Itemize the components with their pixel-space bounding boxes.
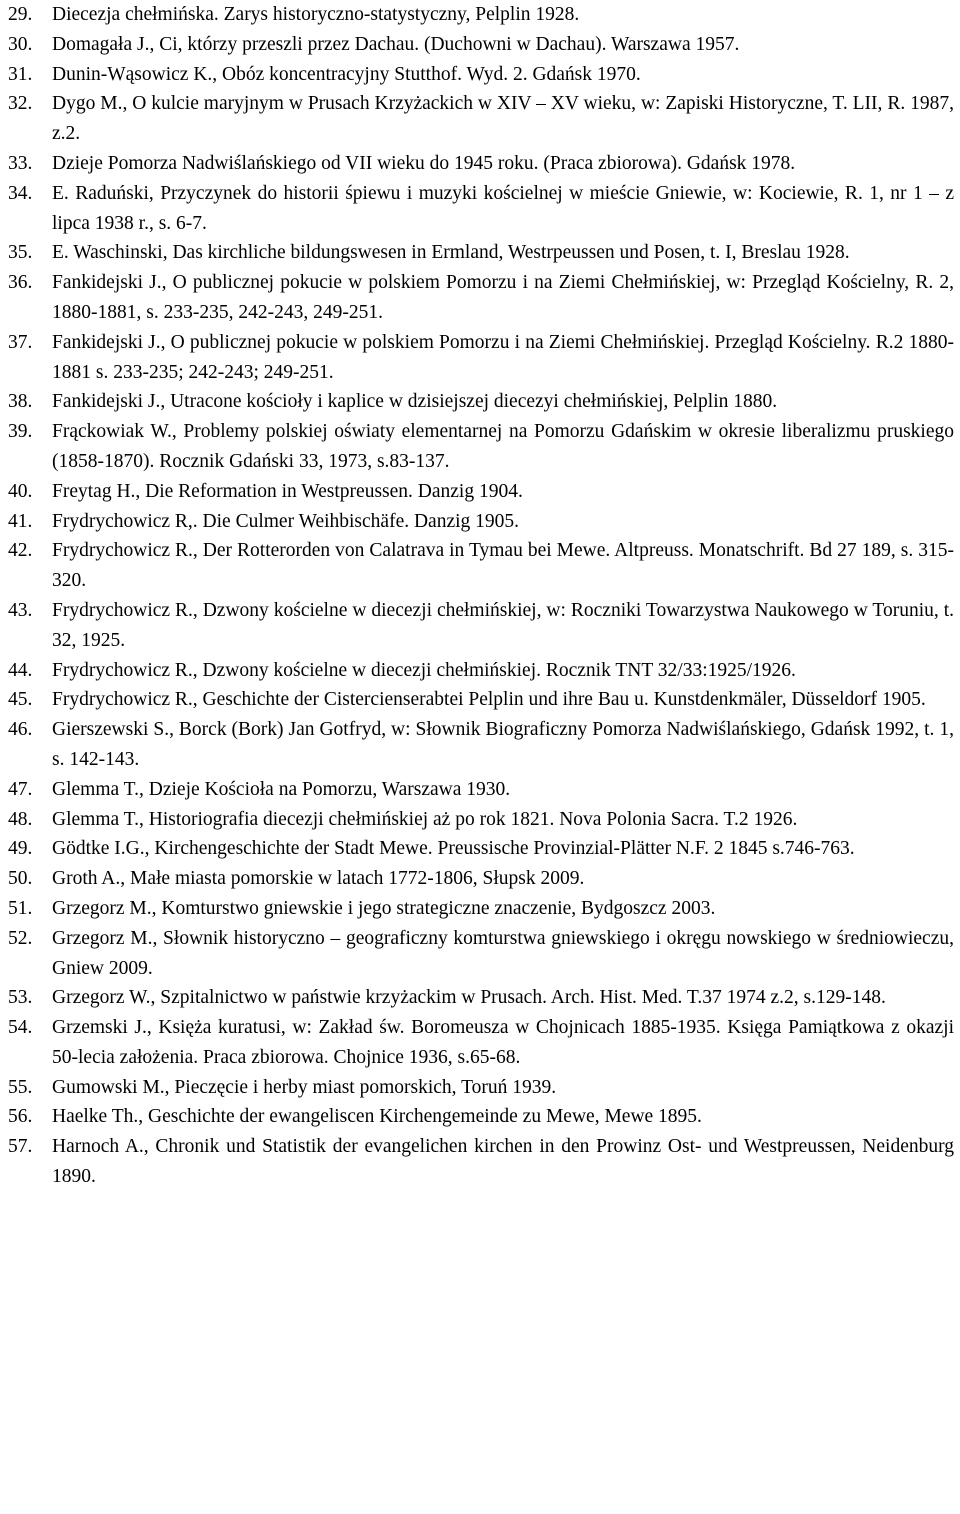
bibliography-list [8, 0, 954, 1192]
bibliography-entry [8, 1132, 954, 1192]
bibliography-entry [8, 775, 954, 805]
entry-number: 33. [8, 152, 33, 174]
entry-text: Glemma T., Historiografia diecezji chełmińskiej aż po rok 1821. Nova Polonia Sacra. T.2 1926. [52, 808, 798, 830]
bibliography-entry [8, 864, 954, 894]
bibliography-entry [8, 238, 954, 268]
entry-text: Gierszewski S., Borck (Bork) Jan Gotfryd, w: Słownik Biograficzny Pomorza Nadwiślańskiego, Gdańsk 1992, t. 1, s. 142-143. [52, 719, 954, 770]
entry-number: 55. [8, 1076, 33, 1098]
bibliography-entry [8, 179, 954, 239]
bibliography-entry [8, 924, 954, 984]
entry-text: Frydrychowicz R., Dzwony kościelne w diecezji chełmińskiej, w: Roczniki Towarzystwa Naukowego w Toruniu, t. 32, 1925. [52, 599, 954, 651]
bibliography-entry [8, 1073, 954, 1103]
entry-text: Frydrychowicz R., Geschichte der Cistercienserabtei Pelplin und ihre Bau u. Kunstdenkmäler, Düsseldorf 1905. [52, 689, 926, 711]
entry-number: 31. [8, 63, 33, 85]
entry-number: 35. [8, 242, 33, 264]
entry-number: 30. [8, 33, 33, 55]
entry-text: Dzieje Pomorza Nadwiślańskiego od VII wieku do 1945 roku. (Praca zbiorowa). Gdańsk 1978. [52, 152, 796, 174]
bibliography-entry [8, 89, 954, 149]
bibliography-entry [8, 268, 954, 328]
entry-text: E. Raduński, Przyczynek do historii śpiewu i muzyki kościelnej w mieście Gniewie, w: Kociewie, R. 1, nr 1 – z lipca 1938 r., s. 6-7. [52, 182, 954, 234]
entry-text: Gumowski M., Pieczęcie i herby miast pomorskich, Toruń 1939. [52, 1076, 557, 1098]
bibliography-entry [8, 507, 954, 537]
entry-text: Gödtke I.G., Kirchengeschichte der Stadt Mewe. Preussische Provinzial-Plätter N.F. 2 1845 s.746-763. [52, 838, 855, 860]
entry-number: 52. [8, 927, 33, 949]
entry-text: Freytag H., Die Reformation in Westpreussen. Danzig 1904. [52, 480, 523, 502]
bibliography-entry [8, 60, 954, 90]
bibliography-entry [8, 536, 954, 596]
entry-text: Fankidejski J., Utracone kościoły i kaplice w dzisiejszej diecezyi chełmińskiej, Pelplin 1880. [52, 391, 778, 413]
entry-number: 37. [8, 331, 33, 353]
bibliography-entry [8, 1102, 954, 1132]
entry-text: Dygo M., O kulcie maryjnym w Prusach Krzyżackich w XIV – XV wieku, w: Zapiski Historyczne, T. LII, R. 1987, z.2. [52, 93, 954, 145]
entry-text: Dunin-Wąsowicz K., Obóz koncentracyjny Stutthof. Wyd. 2. Gdańsk 1970. [52, 63, 641, 85]
bibliography-entry [8, 477, 954, 507]
entry-text: Grzegorz M., Słownik historyczno – geograficzny komturstwa gniewskiego i okręgu nowskiego w średniowieczu, Gniew 2009. [52, 927, 954, 979]
entry-number: 56. [8, 1106, 33, 1128]
entry-number: 54. [8, 1017, 33, 1039]
bibliography-entry [8, 983, 954, 1013]
entry-text: Frąckowiak W., Problemy polskiej oświaty elementarnej na Pomorzu Gdańskim w okresie liberalizmu pruskiego (1858-1870). Rocznik Gdański 33, 1973, s.83-137. [52, 421, 954, 472]
entry-text: Domagała J., Ci, którzy przeszli przez Dachau. (Duchowni w Dachau). Warszawa 1957. [52, 33, 740, 55]
entry-number: 49. [8, 838, 33, 860]
entry-number: 40. [8, 480, 33, 502]
entry-number: 34. [8, 182, 33, 204]
entry-text: Grzegorz W., Szpitalnictwo w państwie krzyżackim w Prusach. Arch. Hist. Med. T.37 1974 z.2, s.129-148. [52, 987, 886, 1009]
entry-text: Frydrychowicz R., Dzwony kościelne w diecezji chełmińskiej. Rocznik TNT 32/33:1925/1926. [52, 659, 796, 681]
bibliography-entry [8, 894, 954, 924]
bibliography-entry [8, 149, 954, 179]
bibliography-entry [8, 715, 954, 775]
entry-number: 36. [8, 272, 33, 294]
bibliography-entry [8, 387, 954, 417]
entry-number: 45. [8, 689, 33, 711]
entry-text: Frydrychowicz R,. Die Culmer Weihbischäfe. Danzig 1905. [52, 510, 520, 532]
entry-text: Fankidejski J., O publicznej pokucie w polskiem Pomorzu i na Ziemi Chełmińskiej. Przegląd Kościelny. R.2 1880-1881 s. 233-235; 242-243; 249-251. [52, 331, 954, 383]
entry-text: Diecezja chełmińska. Zarys historyczno-statystyczny, Pelplin 1928. [52, 4, 580, 25]
bibliography-entry [8, 805, 954, 835]
entry-number: 53. [8, 987, 33, 1009]
bibliography-entry [8, 656, 954, 686]
entry-number: 38. [8, 391, 33, 413]
entry-text: Groth A., Małe miasta pomorskie w latach 1772-1806, Słupsk 2009. [52, 868, 585, 890]
entry-number: 39. [8, 421, 33, 443]
entry-number: 43. [8, 599, 33, 621]
bibliography-entry [8, 0, 954, 30]
entry-text: E. Waschinski, Das kirchliche bildungswesen in Ermland, Westrpeussen und Posen, t. I, Breslau 1928. [52, 242, 850, 264]
entry-number: 44. [8, 659, 33, 681]
bibliography-entry [8, 596, 954, 656]
entry-text: Grzemski J., Księża kuratusi, w: Zakład św. Boromeusza w Chojnicach 1885-1935. Księga Pamiątkowa z okazji 50-lecia założenia. Praca zbiorowa. Chojnice 1936, s.65-68. [52, 1017, 954, 1068]
bibliography-entry [8, 834, 954, 864]
entry-text: Grzegorz M., Komturstwo gniewskie i jego strategiczne znaczenie, Bydgoszcz 2003. [52, 897, 716, 919]
entry-number: 51. [8, 897, 33, 919]
bibliography-entry [8, 417, 954, 477]
bibliography-entry [8, 1013, 954, 1073]
entry-number: 29. [8, 4, 33, 25]
entry-number: 46. [8, 719, 33, 741]
entry-number: 48. [8, 808, 33, 830]
entry-text: Haelke Th., Geschichte der ewangeliscen Kirchengemeinde zu Mewe, Mewe 1895. [52, 1106, 702, 1128]
entry-text: Frydrychowicz R., Der Rotterorden von Calatrava in Tymau bei Mewe. Altpreuss. Monatschrift. Bd 27 189, s. 315-320. [52, 540, 954, 592]
entry-number: 42. [8, 540, 33, 562]
entry-number: 32. [8, 93, 33, 115]
entry-text: Fankidejski J., O publicznej pokucie w polskiem Pomorzu i na Ziemi Chełmińskiej, w: Przegląd Kościelny, R. 2, 1880-1881, s. 233-235, 242-243, 249-251. [52, 272, 954, 323]
entry-text: Harnoch A., Chronik und Statistik der evangelichen kirchen in den Prowinz Ost- und Westpreussen, Neidenburg 1890. [52, 1136, 954, 1188]
bibliography-entry [8, 328, 954, 388]
entry-text: Glemma T., Dzieje Kościoła na Pomorzu, Warszawa 1930. [52, 778, 511, 800]
entry-number: 47. [8, 778, 33, 800]
bibliography-entry [8, 685, 954, 715]
bibliography-entry [8, 30, 954, 60]
entry-number: 57. [8, 1136, 33, 1158]
entry-number: 41. [8, 510, 33, 532]
entry-number: 50. [8, 868, 33, 890]
